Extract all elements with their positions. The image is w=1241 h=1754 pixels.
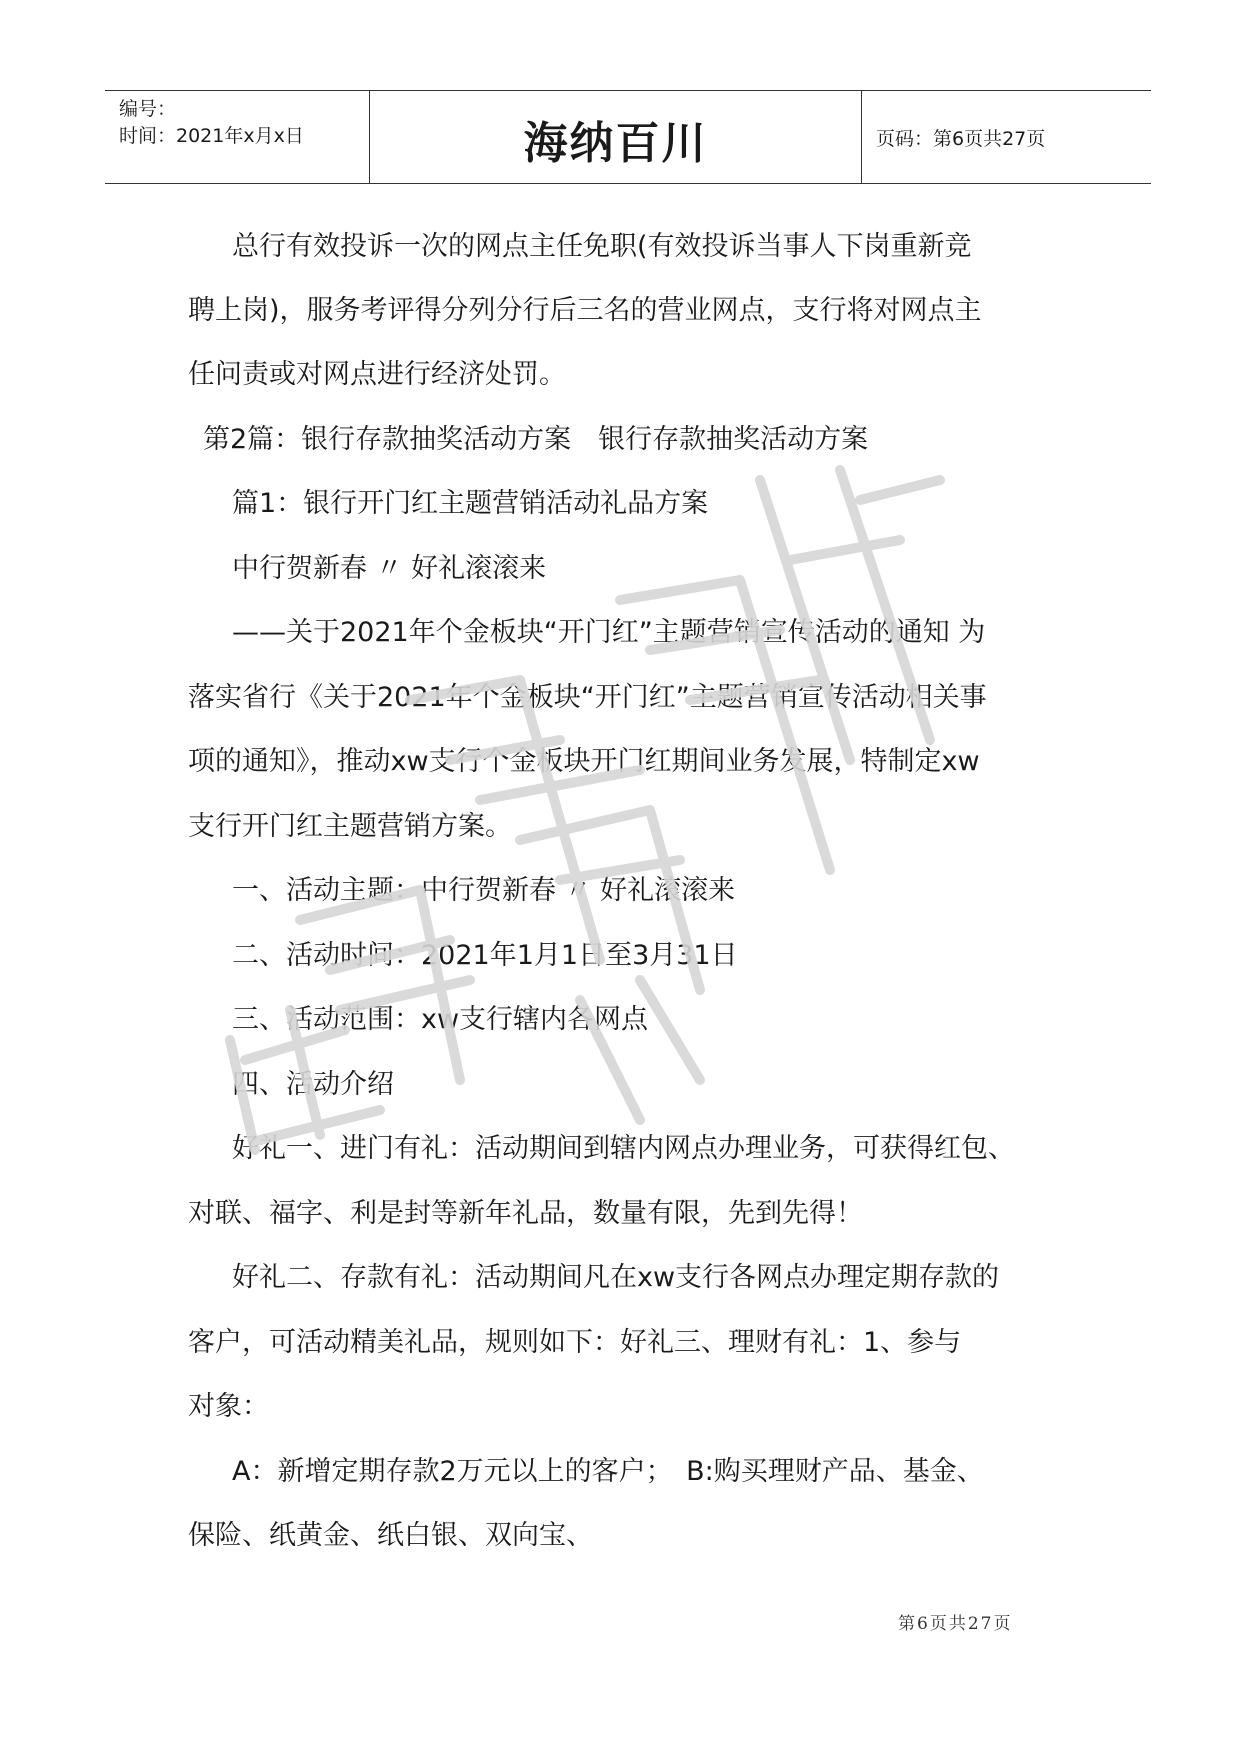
body-line: 四、活动介绍 [232, 1069, 394, 1100]
header-left-cell [105, 91, 369, 183]
time-label: 时间：2021年x月x日 [119, 125, 304, 147]
header-right-cell [862, 91, 1151, 183]
body-line: 对联、福字、利是封等新年礼品，数量有限，先到先得！ [188, 1198, 863, 1229]
body-line: 支行开门红主题营销方案。 [188, 811, 512, 842]
page-footer: 第6页共27页 [898, 1614, 1013, 1634]
body-line: 二、活动时间：2021年1月1日至3月31日 [232, 940, 738, 971]
body-line: 任问责或对网点进行经济处罚。 [188, 359, 566, 390]
body-line: 好礼二、存款有礼：活动期间凡在xw支行各网点办理定期存款的 [232, 1262, 1000, 1293]
body-line: 项的通知》，推动xw支行个金板块开门红期间业务发展，特制定xw [188, 746, 980, 777]
body-line: 总行有效投诉一次的网点主任免职(有效投诉当事人下岗重新竞 [232, 231, 972, 262]
body-line: 好礼一、进门有礼：活动期间到辖内网点办理业务，可获得红包、 [232, 1133, 1015, 1164]
body-line: 一、活动主题：中行贺新春 〃 好礼滚滚来 [232, 875, 736, 906]
body-line: ——关于2021年个金板块“开门红”主题营销宣传活动的通知 为 [232, 617, 986, 648]
page-number-label: 页码：第6页共27页 [876, 128, 1046, 150]
body-line: 对象： [188, 1391, 269, 1422]
body-line: 保险、纸黄金、纸白银、双向宝、 [188, 1520, 593, 1551]
body-line: 三、活动范围：xw支行辖内各网点 [232, 1004, 649, 1035]
body-line: 聘上岗)，服务考评得分列分行后三名的营业网点，支行将对网点主 [188, 295, 982, 326]
body-line: 客户，可活动精美礼品，规则如下：好礼三、理财有礼：1、参与 [188, 1327, 962, 1358]
body-line: 第2篇：银行存款抽奖活动方案 银行存款抽奖活动方案 [203, 424, 869, 455]
number-label: 编号： [119, 98, 177, 120]
brand-title: 海纳百川 [523, 118, 708, 169]
body-line: 篇1：银行开门红主题营销活动礼品方案 [232, 488, 709, 519]
header-brand-cell [369, 91, 862, 183]
body-line: A：新增定期存款2万元以上的客户； B:购买理财产品、基金、 [232, 1456, 984, 1487]
body-line: 中行贺新春 〃 好礼滚滚来 [232, 553, 547, 584]
header-table [105, 90, 1151, 184]
body-line: 落实省行《关于2021年个金板块“开门红”主题营销宣传活动相关事 [188, 682, 987, 713]
